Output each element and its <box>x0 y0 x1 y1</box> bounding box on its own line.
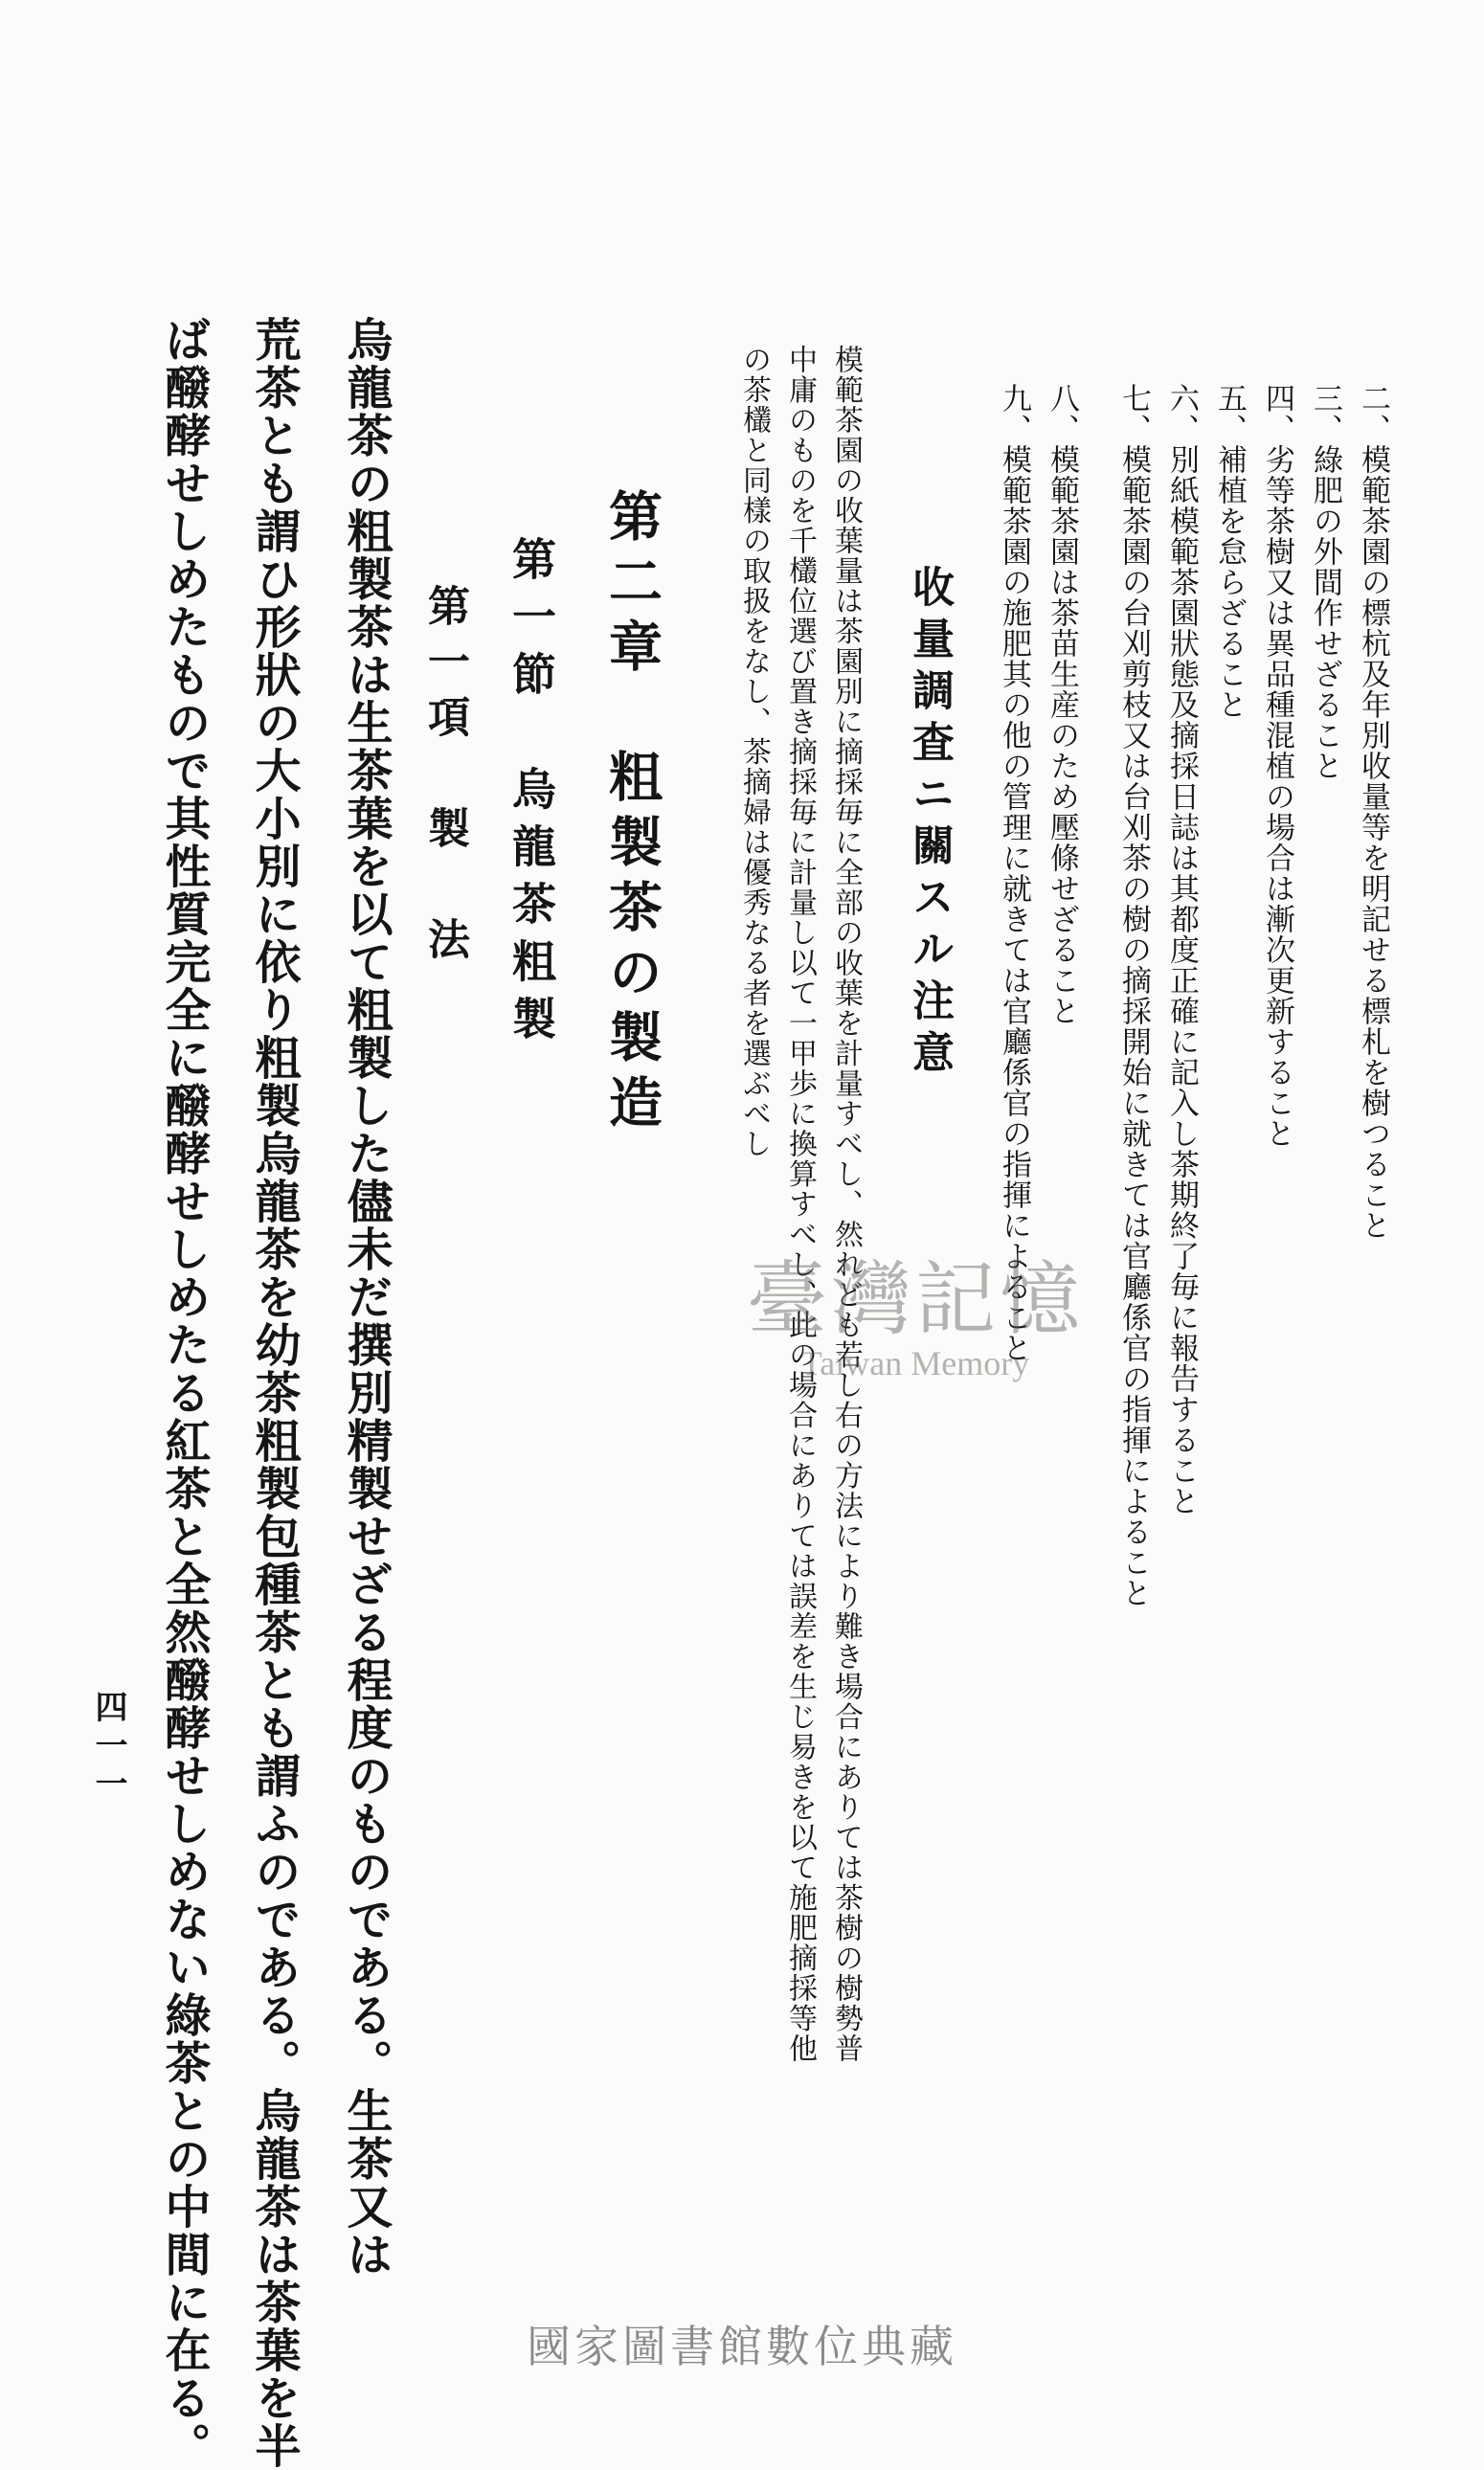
watermark-chinese: 臺灣記憶 <box>747 1252 1085 1346</box>
notice-item-9: 九、模範茶園の施肥其の他の管理に就きては官廳係官の指揮によること <box>997 383 1031 1363</box>
body-line-1: 烏龍茶の粗製茶は生茶葉を以て粗製した儘未だ撰別精製せざる程度のものである。生茶又は <box>339 316 393 2279</box>
chapter-title: 第二章 粗製茶の製造 <box>600 488 663 1139</box>
notice-item-4: 四、劣等茶樹又は異品種混植の場合は漸次更新すること <box>1260 383 1294 1149</box>
yield-note-line-2: 中庸のものを千欉位選び置き摘採毎に計量し以て一甲歩に換算すべし、此の場合にありては誤差を生じ易きを以て施肥摘採等他 <box>783 345 817 2064</box>
watermark-english: Taiwan Memory <box>800 1344 1030 1382</box>
yield-note-line-3: の茶欉と同樣の取扱をなし、茶摘婦は優秀なる者を選ぶべし <box>737 345 771 1159</box>
library-footer: 國家圖書館數位典藏 <box>527 2321 957 2372</box>
section-title: 第一節 烏龍茶粗製 <box>506 536 557 1053</box>
notice-item-6: 六、別紙模範茶園狀態及摘採日誌は其都度正確に記入し茶期終了毎に報告すること <box>1164 383 1199 1516</box>
page-number: 四一一 <box>89 1690 127 1805</box>
notice-item-2: 二、模範茶園の標杭及年別收量等を明記せる標札を樹つること <box>1356 383 1390 1241</box>
body-line-3: ば醱酵せしめたもので其性質完全に醱酵せしめたる紅茶と全然醱酵せしめない綠茶との中間に在る。 <box>157 316 211 2470</box>
subsection-title: 第一項 製 法 <box>420 584 469 973</box>
yield-note-line-1: 模範茶園の收葉量は茶園別に摘採毎に全部の收葉を計量すべし、然れども若し右の方法により難き場合にありては茶樹の樹勢普 <box>829 345 863 2064</box>
body-line-2: 荒茶とも謂ひ形狀の大小別に依り粗製烏龍茶を幼茶粗製包種茶とも謂ふのである。烏龍茶は茶葉を半 <box>247 316 301 2470</box>
yield-survey-heading: 收量調査ニ關スル注意 <box>905 565 954 1082</box>
notice-item-8: 八、模範茶園は茶苗生産のため壓條せざること <box>1045 383 1079 1026</box>
notice-item-5: 五、補植を怠らざること <box>1212 383 1247 720</box>
watermark-logo <box>747 1235 1084 1383</box>
notice-item-7: 七、模範茶園の台刈剪枝又は台刈茶の樹の摘採開始に就きては官廳係官の指揮によること <box>1116 383 1151 1608</box>
notice-item-3: 三、綠肥の外間作せざること <box>1308 383 1342 781</box>
